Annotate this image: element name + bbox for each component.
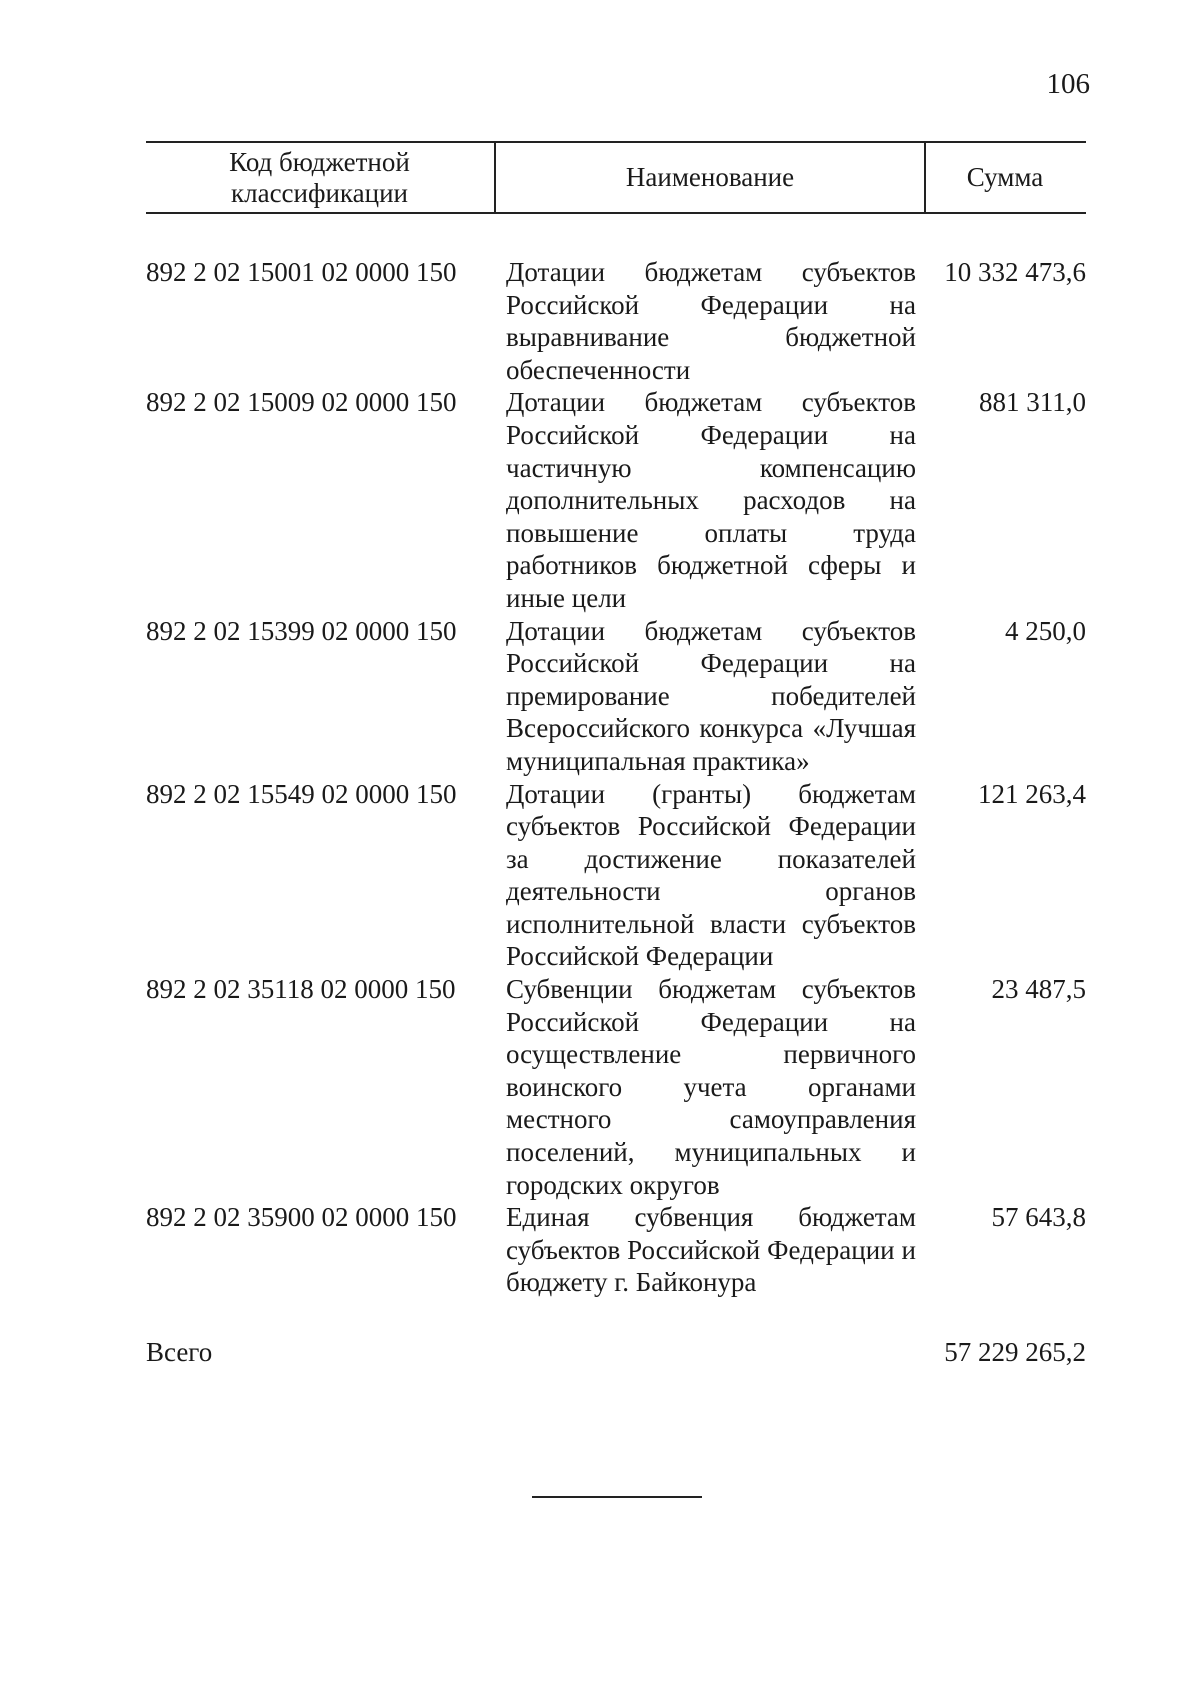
end-separator-line [532, 1496, 702, 1498]
total-row [146, 1337, 1086, 1368]
row-sum: 881 311,0 [979, 387, 1086, 418]
row-name: Единая субвенция бюджетам субъектов Российской Федерации и бюджету г. Байконура [506, 1202, 916, 1298]
table-header [146, 141, 1086, 214]
table-row [146, 615, 1086, 778]
total-sum: 57 229 265,2 [944, 1337, 1086, 1367]
row-sum: 23 487,5 [991, 974, 1086, 1005]
header-name: Наименование [494, 143, 926, 212]
header-code-label: Код бюджетной классификации [229, 146, 410, 208]
row-name: Дотации (гранты) бюджетам субъектов Российской Федерации за достижение показателей деятельности органов исполнительной власти субъектов Российской Федерации [506, 778, 916, 972]
row-name: Дотации бюджетам субъектов Российской Федерации на премирование победителей Всероссийского конкурса «Лучшая муниципальная практика» [506, 615, 916, 776]
table-row [146, 256, 1086, 386]
row-code: 892 2 02 35118 02 0000 150 [146, 974, 456, 1005]
table-row [146, 778, 1086, 974]
row-sum: 4 250,0 [1005, 615, 1086, 646]
row-code: 892 2 02 15549 02 0000 150 [146, 778, 457, 809]
table-row [146, 973, 1086, 1201]
row-code: 892 2 02 15399 02 0000 150 [146, 615, 457, 646]
row-code: 892 2 02 15009 02 0000 150 [146, 387, 457, 418]
table-body [146, 256, 1086, 1299]
page-number: 106 [1046, 68, 1090, 100]
header-code [146, 143, 493, 212]
row-name: Дотации бюджетам субъектов Российской Федерации на частичную компенсацию дополнительных расходов на повышение оплаты труда работников бюджетной сферы и иные цели [506, 387, 916, 613]
row-sum: 10 332 473,6 [944, 257, 1086, 287]
table-row [146, 1201, 1086, 1299]
total-label: Всего [146, 1337, 213, 1367]
row-code: 892 2 02 35900 02 0000 150 [146, 1202, 457, 1233]
row-code: 892 2 02 15001 02 0000 150 [146, 257, 457, 287]
table-row [146, 386, 1086, 614]
row-sum: 121 263,4 [978, 778, 1086, 809]
row-name: Дотации бюджетам субъектов Российской Федерации на выравнивание бюджетной обеспеченности [506, 257, 916, 385]
header-sum: Сумма [966, 162, 1044, 192]
row-sum: 57 643,8 [991, 1202, 1086, 1233]
row-name: Субвенции бюджетам субъектов Российской Федерации на осуществление первичного воинского учета органами местного самоуправления поселений, муниципальных и городских округов [506, 974, 916, 1200]
